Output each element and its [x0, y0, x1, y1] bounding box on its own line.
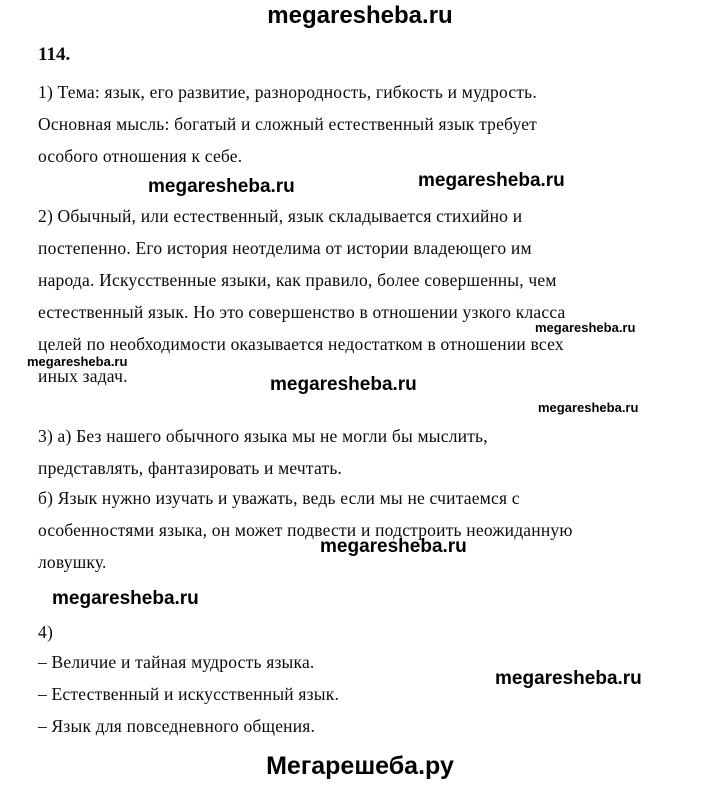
watermark-mid-left: megaresheba.ru: [148, 176, 295, 197]
paragraph-line: народа. Искусственные языки, как правило, более совершенны, чем: [38, 270, 557, 290]
paragraph-line: ловушку.: [38, 552, 107, 572]
paragraph-line: представлять, фантазировать и мечтать.: [38, 458, 343, 478]
watermark-mid-right: megaresheba.ru: [418, 170, 565, 191]
section-3b-paragraph: [38, 482, 686, 578]
section-2-paragraph: [38, 200, 686, 392]
paragraph-line: постепенно. Его история неотделима от истории владеющего им: [38, 238, 532, 258]
section-3a-paragraph: [38, 420, 686, 484]
paragraph-line: 3) а) Без нашего обычного языка мы не могли бы мыслить,: [38, 426, 488, 446]
watermark-center-2: megaresheba.ru: [320, 536, 467, 557]
paragraph-line: естественный язык. Но это совершенство в отношении узкого класса: [38, 302, 566, 322]
paragraph-line: иных задач.: [38, 366, 128, 386]
watermark-small-right-2: megaresheba.ru: [538, 400, 639, 415]
watermark-small-right-1: megaresheba.ru: [535, 320, 636, 335]
list-item: – Естественный и искусственный язык.: [38, 684, 340, 704]
paragraph-line: 2) Обычный, или естественный, язык складывается стихийно и: [38, 206, 523, 226]
paragraph-line: целей по необходимости оказывается недостатком в отношении всех: [38, 334, 564, 354]
section-4-list: [38, 646, 686, 742]
exercise-number: 114.: [38, 44, 71, 65]
watermark-left-bold: megaresheba.ru: [52, 588, 199, 609]
paragraph-line: 1) Тема: язык, его развитие, разнородность, гибкость и мудрость.: [38, 82, 537, 102]
paragraph-line: Основная мысль: богатый и сложный естественный язык требует: [38, 114, 538, 134]
footer-site-title: Мегарешеба.ру: [266, 752, 454, 780]
section-1-paragraph: [38, 76, 686, 172]
section-4-heading: [38, 616, 686, 648]
watermark-right-bold: megaresheba.ru: [495, 668, 642, 689]
paragraph-line: особого отношения к себе.: [38, 146, 243, 166]
header-watermark: megaresheba.ru: [267, 2, 453, 29]
watermark-center-1: megaresheba.ru: [270, 374, 417, 395]
paragraph-line: б) Язык нужно изучать и уважать, ведь если мы не считаемся с: [38, 488, 520, 508]
list-item: – Величие и тайная мудрость языка.: [38, 652, 315, 672]
paragraph-line: 4): [38, 622, 53, 642]
list-item: – Язык для повседневного общения.: [38, 716, 316, 736]
paragraph-line: особенностями языка, он может подвести и подстроить неожиданную: [38, 520, 573, 540]
watermark-small-left: megaresheba.ru: [27, 354, 128, 369]
